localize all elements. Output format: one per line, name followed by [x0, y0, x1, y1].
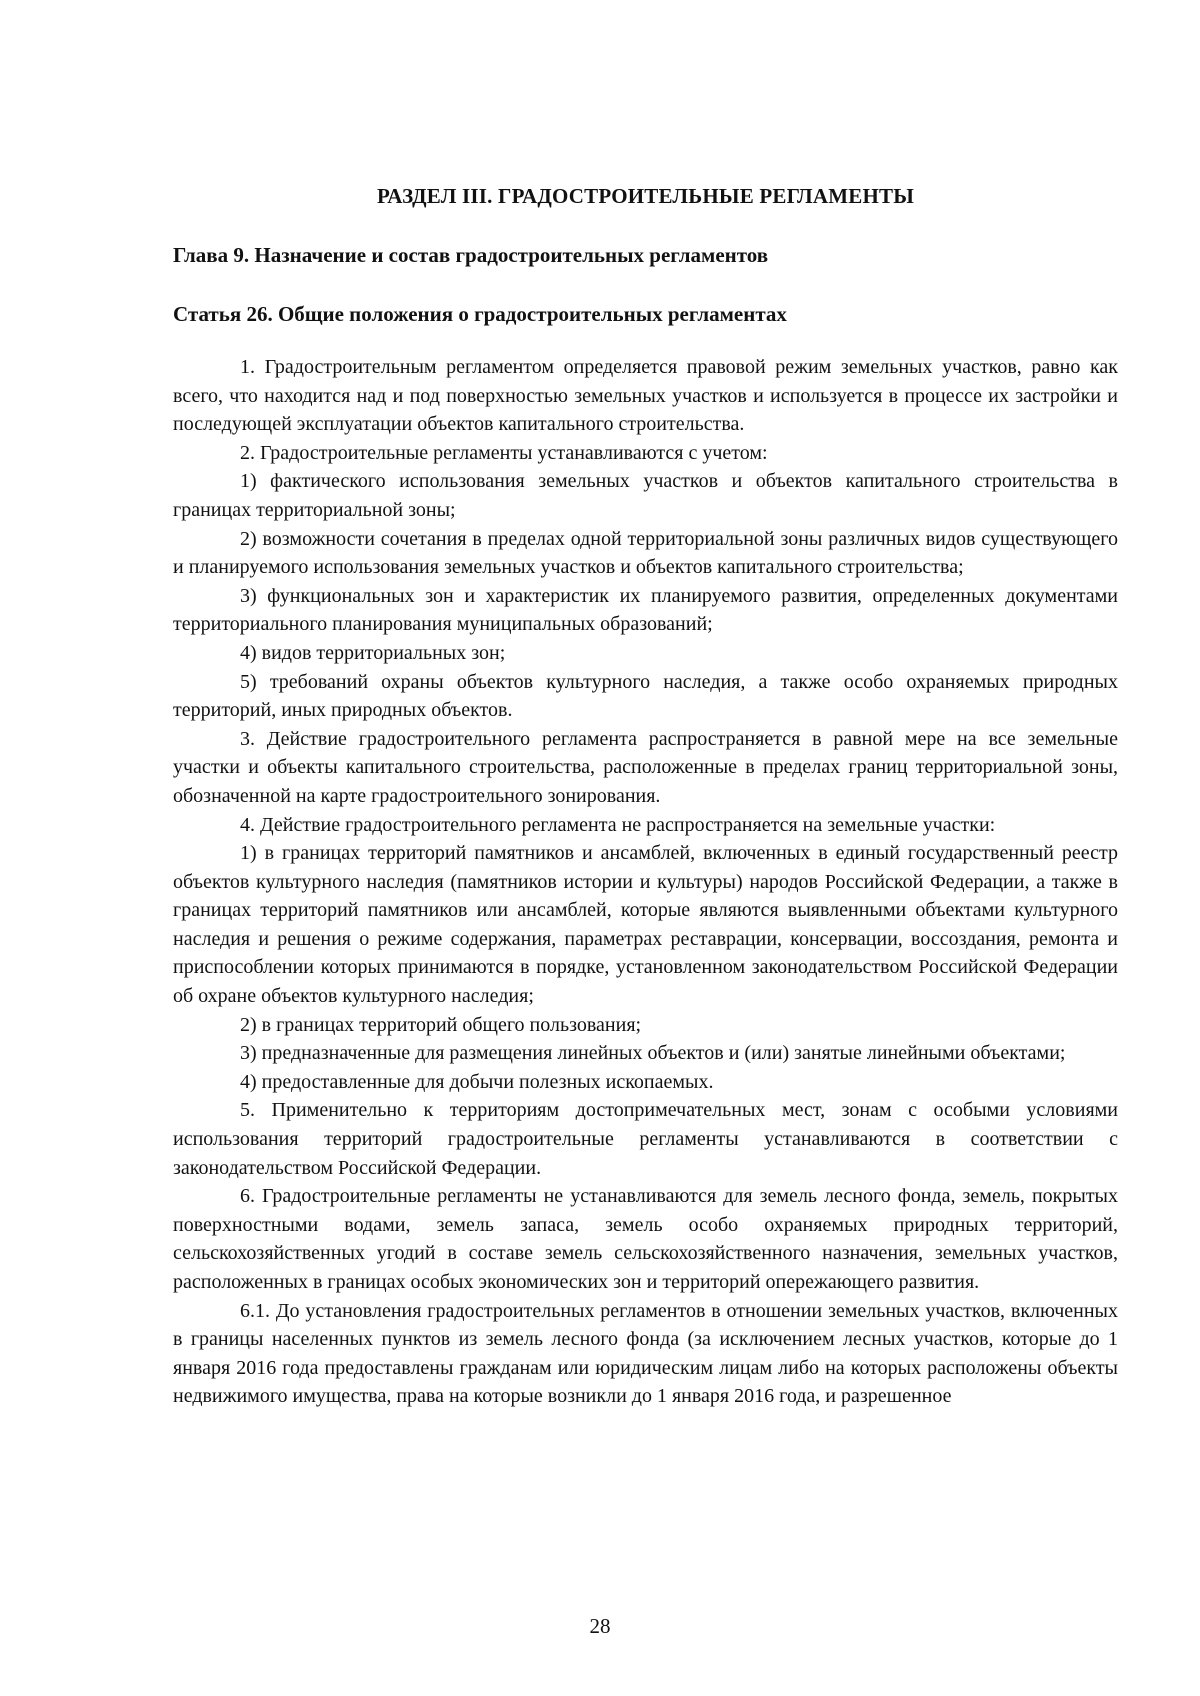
- paragraph: 2. Градостроительные регламенты устанавливаются с учетом:: [240, 441, 768, 464]
- paragraph: 6. Градостроительные регламенты не устанавливаются для земель лесного фонда, земель, покрытых поверхностными водами, земель запаса, земель особо охраняемых природных территорий, сельскохозяйственных угодий в составе земель сельскохозяйственного назначения, земельных участков, расположенных в границах особых экономических зон и территорий опережающего развития.: [173, 1185, 1118, 1293]
- paragraph: 2) в границах территорий общего пользования;: [240, 1013, 642, 1036]
- section-title: РАЗДЕЛ III. ГРАДОСТРОИТЕЛЬНЫЕ РЕГЛАМЕНТЫ: [376, 184, 915, 208]
- paragraph: 4) видов территориальных зон;: [240, 641, 506, 664]
- paragraph: 4) предоставленные для добычи полезных ископаемых.: [240, 1070, 714, 1093]
- paragraph: 6.1. До установления градостроительных регламентов в отношении земельных участков, включенных в границы населенных пунктов из земель лесного фонда (за исключением лесных участков, которые до 1 января 2016 года предоставлены гражданам или юридическим лицам либо на которых расположены объекты недвижимого имущества, права на которые возникли до 1 января 2016 года, и разрешенное: [173, 1299, 1118, 1408]
- paragraph: 1) в границах территорий памятников и ансамблей, включенных в единый государственный реестр объектов культурного наследия (памятников истории и культуры) народов Российской Федерации, а также в границах территорий памятников или ансамблей, которые являются выявленными объектами культурного наследия и решения о режиме содержания, параметрах реставрации, консервации, воссоздания, ремонта и приспособлении которых принимаются в порядке, установленном законодательством Российской Федерации об охране объектов культурного наследия;: [173, 842, 1118, 1008]
- paragraph: 3. Действие градостроительного регламента распространяется в равной мере на все земельные участки и объекты капитального строительства, расположенные в пределах границ территориальной зоны, обозначенной на карте градостроительного зонирования.: [173, 727, 1118, 807]
- chapter-title: Глава 9. Назначение и состав градостроительных регламентов: [173, 243, 769, 267]
- paragraph: 4. Действие градостроительного регламента не распространяется на земельные участки:: [240, 813, 996, 836]
- paragraph: 5) требований охраны объектов культурного наследия, а также особо охраняемых природных территорий, иных природных объектов.: [173, 670, 1118, 722]
- paragraph: 3) предназначенные для размещения линейных объектов и (или) занятые линейными объектами;: [240, 1042, 1066, 1065]
- paragraph: 1. Градостроительным регламентом определяется правовой режим земельных участков, равно как всего, что находится над и под поверхностью земельных участков и используется в процессе их застройки и последующей эксплуатации объектов капитального строительства.: [173, 356, 1118, 436]
- article-body: [173, 353, 1118, 1411]
- article-title: Статья 26. Общие положения о градостроительных регламентах: [173, 302, 787, 326]
- paragraph: 3) функциональных зон и характеристик их планируемого развития, определенных документами территориального планирования муниципальных образований;: [173, 584, 1118, 636]
- page-content: [173, 184, 1118, 1411]
- paragraph: 1) фактического использования земельных участков и объектов капитального строительства в границах территориальной зоны;: [173, 470, 1118, 521]
- paragraph: 2) возможности сочетания в пределах одной территориальной зоны различных видов существующего и планируемого использования земельных участков и объектов капитального строительства;: [173, 527, 1118, 579]
- paragraph: 5. Применительно к территориям достопримечательных мест, зонам с особыми условиями использования территорий градостроительные регламенты устанавливаются в соответствии с законодательством Российской Федерации.: [173, 1099, 1118, 1179]
- page-number: 28: [589, 1614, 611, 1638]
